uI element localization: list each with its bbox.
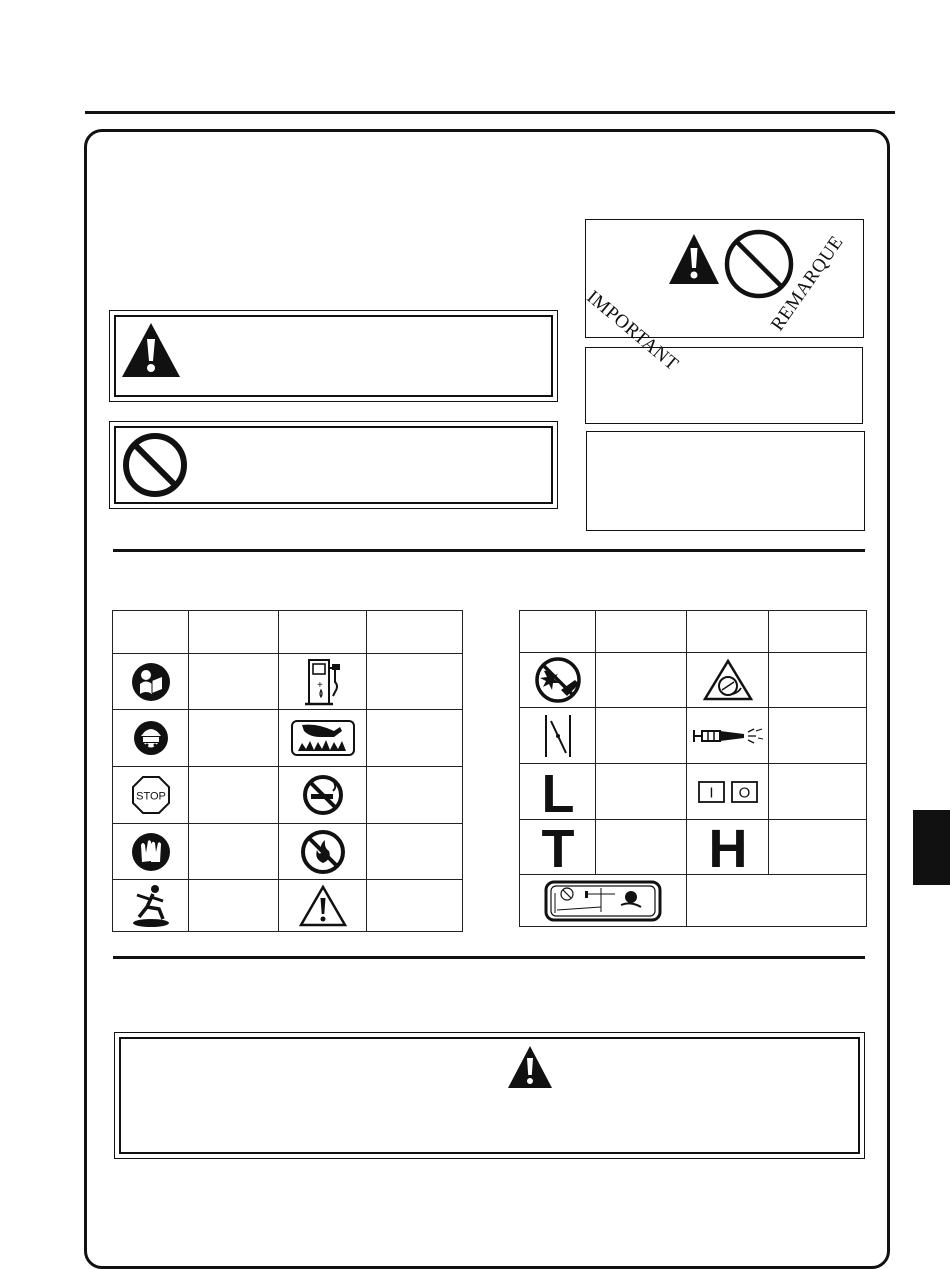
warning-box (109, 310, 558, 402)
symbol-table-right (519, 610, 867, 927)
table-row (113, 880, 463, 932)
bottom-warning-box (114, 1032, 865, 1159)
operator-distance-label-icon (543, 879, 663, 923)
table-row (113, 824, 463, 880)
important-label: IMPORTANT (582, 286, 683, 376)
table-row (113, 654, 463, 710)
switch-i-o-icon (697, 779, 759, 805)
notice-text-box-1 (585, 347, 863, 424)
top-rule (85, 111, 895, 114)
prohibition-circle-icon (723, 228, 795, 300)
choke-lever-icon (538, 711, 578, 761)
remarque-label: REMARQUE (766, 232, 848, 335)
chain-guard-warning-icon (703, 658, 753, 702)
table-row (113, 710, 463, 767)
letter-t: T (541, 822, 574, 872)
table-row (520, 708, 867, 764)
no-open-flame-icon (300, 829, 346, 875)
letter-t-icon (538, 822, 578, 872)
hand-hazard-icon (290, 717, 356, 759)
letter-h: H (708, 822, 747, 872)
section-rule (113, 956, 865, 959)
stop-sign-label: STOP (135, 790, 166, 803)
warning-triangle-icon (506, 1044, 554, 1090)
letter-h-icon (706, 822, 750, 872)
head-protection-icon (133, 720, 169, 756)
gloves-icon (131, 831, 171, 873)
table-row (520, 820, 867, 875)
switch-on-label: I (708, 784, 714, 801)
stop-sign-icon (131, 775, 171, 815)
no-blade-contact-icon (533, 656, 583, 704)
symbol-table-left (112, 610, 463, 932)
svg-text:+: + (316, 679, 323, 691)
prohibition-box (109, 421, 558, 509)
section-rule (113, 549, 865, 552)
letter-l: L (541, 766, 574, 817)
table-header-row (520, 611, 867, 653)
letter-l-icon (538, 767, 578, 817)
general-warning-icon (299, 884, 347, 928)
table-row (520, 764, 867, 820)
prohibition-circle-icon (121, 431, 189, 499)
table-row (520, 653, 867, 708)
fuel-pump-icon (303, 656, 343, 708)
high-pressure-spray-icon (692, 726, 764, 746)
no-smoking-icon (302, 774, 344, 816)
table-header-row (113, 611, 463, 654)
notice-text-box-2 (586, 431, 865, 531)
warning-triangle-icon (667, 232, 721, 286)
section-tab (913, 810, 950, 885)
table-row (520, 875, 867, 927)
switch-off-label: O (738, 784, 750, 801)
slippery-surface-icon (129, 883, 173, 929)
read-manual-icon (131, 662, 171, 702)
warning-triangle-icon (120, 321, 182, 379)
table-row (113, 767, 463, 824)
notice-symbol-box (582, 219, 864, 376)
